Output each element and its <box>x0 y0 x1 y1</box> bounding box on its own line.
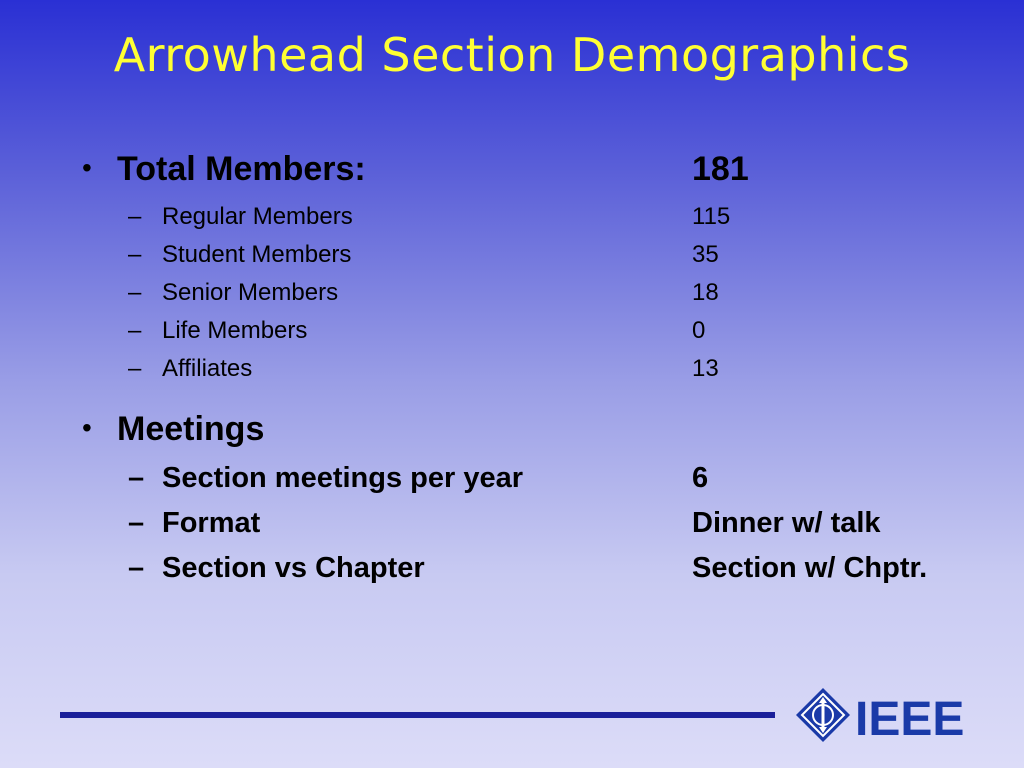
ieee-logo-text: IEEE <box>855 693 965 745</box>
item-value: Section w/ Chptr. <box>692 552 928 584</box>
item-value: Dinner w/ talk <box>692 507 881 539</box>
dash-glyph: – <box>128 462 145 494</box>
item-label: Section meetings per year <box>162 462 524 494</box>
bullet-dot: • <box>82 152 92 183</box>
item-value: 115 <box>692 203 731 230</box>
item-label: Format <box>162 507 261 539</box>
item-value: 0 <box>692 317 706 344</box>
item-label: Student Members <box>162 241 352 268</box>
item-label: Life Members <box>162 317 308 344</box>
item-value: 13 <box>692 355 719 382</box>
total-members-label: Total Members: <box>117 150 366 188</box>
ieee-logo <box>795 685 995 745</box>
ieee-diamond-icon <box>795 685 995 745</box>
item-value: 6 <box>692 462 709 494</box>
dash-glyph: – <box>128 507 145 539</box>
item-label: Senior Members <box>162 279 339 306</box>
dash-glyph: – <box>128 317 142 344</box>
dash-glyph: – <box>128 241 142 268</box>
item-label: Section vs Chapter <box>162 552 425 584</box>
item-value: 18 <box>692 279 719 306</box>
total-members-value: 181 <box>692 150 749 188</box>
footer-divider <box>60 712 775 718</box>
dash-glyph: – <box>128 279 142 306</box>
slide-title: Arrowhead Section Demographics <box>113 28 911 82</box>
dash-glyph: – <box>128 203 142 230</box>
bullet-dot: • <box>82 412 92 443</box>
item-value: 35 <box>692 241 719 268</box>
dash-glyph: – <box>128 552 145 584</box>
item-label: Regular Members <box>162 203 353 230</box>
item-label: Affiliates <box>162 355 253 382</box>
meetings-label: Meetings <box>117 410 265 448</box>
dash-glyph: – <box>128 355 142 382</box>
